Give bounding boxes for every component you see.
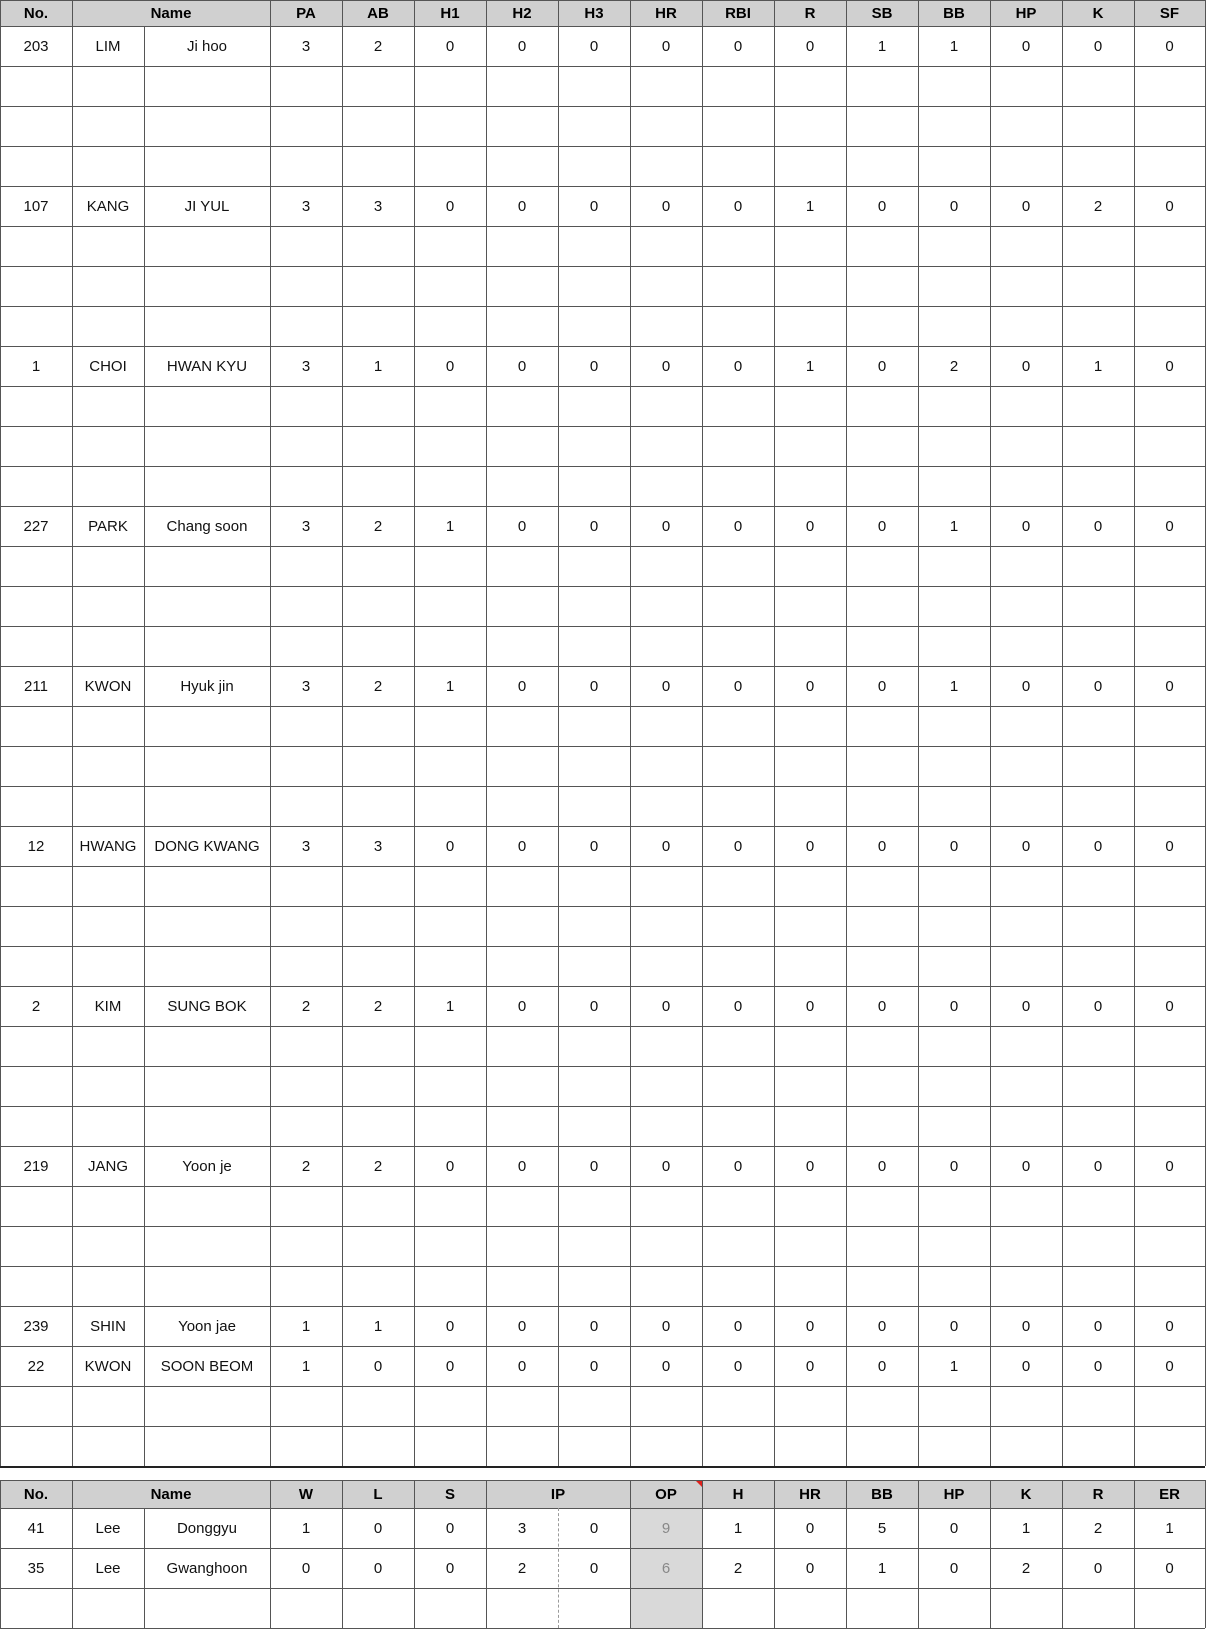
stat-h2[interactable]: 0 xyxy=(517,357,527,375)
grid-line xyxy=(0,0,1,1466)
grid-line xyxy=(0,1026,1205,1027)
grid-line xyxy=(918,0,919,1466)
stat-h2[interactable]: 0 xyxy=(517,1317,527,1335)
stat-s[interactable]: 0 xyxy=(445,1559,455,1577)
player-first-name[interactable]: Hyuk jin xyxy=(180,677,234,695)
player-number[interactable]: 2 xyxy=(31,997,41,1015)
grid-line xyxy=(0,626,1205,627)
stat-hr[interactable]: 0 xyxy=(661,1317,671,1335)
stat-k[interactable]: 0 xyxy=(1093,997,1103,1015)
grid-line xyxy=(0,506,1205,507)
player-number[interactable]: 22 xyxy=(27,1357,45,1375)
stat-pa[interactable]: 3 xyxy=(301,677,311,695)
header-s[interactable]: S xyxy=(414,1480,486,1508)
stat-hr[interactable]: 0 xyxy=(661,1157,671,1175)
grid-line xyxy=(0,266,1205,267)
stat-ip-fraction[interactable]: 0 xyxy=(589,1559,599,1577)
grid-line xyxy=(0,1186,1205,1187)
stat-h1[interactable]: 0 xyxy=(445,357,455,375)
stat-hr[interactable]: 0 xyxy=(661,1357,671,1375)
stat-hr[interactable]: 0 xyxy=(661,997,671,1015)
stat-sf[interactable]: 0 xyxy=(1165,37,1174,55)
stat-sb[interactable]: 0 xyxy=(877,1357,887,1375)
stat-r[interactable]: 0 xyxy=(805,1157,815,1175)
stat-ab[interactable]: 2 xyxy=(373,517,383,535)
stat-sb[interactable]: 0 xyxy=(877,997,887,1015)
grid-line xyxy=(0,1066,1205,1067)
stat-rbi[interactable]: 0 xyxy=(733,677,743,695)
stat-sf[interactable]: 0 xyxy=(1165,1357,1174,1375)
stat-hr[interactable]: 0 xyxy=(661,837,671,855)
stat-rbi[interactable]: 0 xyxy=(733,37,743,55)
stat-rbi[interactable]: 0 xyxy=(733,1357,743,1375)
stat-h1[interactable]: 0 xyxy=(445,1357,455,1375)
stat-hp[interactable]: 0 xyxy=(1021,37,1031,55)
stat-k[interactable]: 2 xyxy=(1093,197,1103,215)
header-h[interactable]: H xyxy=(702,1480,774,1508)
grid-line xyxy=(0,826,1205,827)
pitcher-last-name[interactable]: Lee xyxy=(95,1559,121,1577)
stat-pa[interactable]: 3 xyxy=(301,357,311,375)
grid-line xyxy=(630,1480,631,1628)
player-last-name[interactable]: KWON xyxy=(84,677,132,695)
stat-rbi[interactable]: 0 xyxy=(733,197,743,215)
stat-bb[interactable]: 1 xyxy=(949,677,959,695)
grid-line xyxy=(0,306,1205,307)
header-hp[interactable]: HP xyxy=(918,1480,990,1508)
player-first-name[interactable]: SOON BEOM xyxy=(160,1357,254,1375)
stat-h[interactable]: 2 xyxy=(733,1559,743,1577)
grid-line xyxy=(0,1386,1205,1387)
stat-h1[interactable]: 0 xyxy=(445,1157,455,1175)
stat-ab[interactable]: 2 xyxy=(373,677,383,695)
stat-k[interactable]: 1 xyxy=(1093,357,1103,375)
stat-ab[interactable]: 3 xyxy=(373,837,383,855)
stat-h1[interactable]: 1 xyxy=(445,517,455,535)
grid-line xyxy=(486,0,487,1466)
stat-sb[interactable]: 0 xyxy=(877,517,887,535)
stat-hp[interactable]: 0 xyxy=(1021,837,1031,855)
stat-h2[interactable]: 0 xyxy=(517,837,527,855)
grid-line xyxy=(0,1306,1205,1307)
stat-hp[interactable]: 0 xyxy=(1021,997,1031,1015)
stat-sf[interactable]: 0 xyxy=(1165,357,1174,375)
stat-op[interactable]: 6 xyxy=(661,1559,671,1577)
stat-ab[interactable]: 1 xyxy=(373,357,383,375)
stat-hp[interactable]: 0 xyxy=(1021,1357,1031,1375)
stat-h3[interactable]: 0 xyxy=(589,1357,599,1375)
player-number[interactable]: 203 xyxy=(23,37,49,55)
grid-line xyxy=(0,1146,1205,1147)
grid-line xyxy=(0,546,1205,547)
stat-h3[interactable]: 0 xyxy=(589,677,599,695)
header-hr[interactable]: HR xyxy=(630,0,702,26)
grid-line xyxy=(0,466,1205,467)
stat-pa[interactable]: 3 xyxy=(301,837,311,855)
grid-line xyxy=(1134,1480,1135,1628)
player-last-name[interactable]: LIM xyxy=(95,37,121,55)
grid-line xyxy=(0,26,1205,27)
player-first-name[interactable]: Ji hoo xyxy=(186,37,228,55)
grid-line xyxy=(0,1426,1205,1427)
stat-h3[interactable]: 0 xyxy=(589,997,599,1015)
grid-line xyxy=(1134,0,1135,1466)
grid-line xyxy=(414,1480,415,1628)
stat-h1[interactable]: 1 xyxy=(445,677,455,695)
stat-h1[interactable]: 0 xyxy=(445,1317,455,1335)
stat-sb[interactable]: 0 xyxy=(877,197,887,215)
grid-line xyxy=(0,146,1205,147)
header-ip[interactable]: IP xyxy=(486,1480,630,1508)
grid-line xyxy=(0,746,1205,747)
stat-k[interactable]: 2 xyxy=(1021,1559,1031,1577)
header-k[interactable]: K xyxy=(1062,0,1134,26)
stat-k[interactable]: 0 xyxy=(1093,837,1103,855)
grid-line xyxy=(774,1480,775,1628)
stat-hr[interactable]: 0 xyxy=(661,357,671,375)
grid-line xyxy=(72,0,73,1466)
player-number[interactable]: 239 xyxy=(23,1317,49,1335)
grid-line xyxy=(918,1480,919,1628)
stat-h1[interactable]: 0 xyxy=(445,37,455,55)
header-bb[interactable]: BB xyxy=(846,1480,918,1508)
pitcher-first-name[interactable]: Donggyu xyxy=(176,1519,238,1537)
header-h2[interactable]: H2 xyxy=(486,0,558,26)
stat-w[interactable]: 1 xyxy=(301,1519,311,1537)
stat-k[interactable]: 0 xyxy=(1093,37,1103,55)
header-l[interactable]: L xyxy=(342,1480,414,1508)
stat-r[interactable]: 0 xyxy=(805,1357,815,1375)
header-name[interactable]: Name xyxy=(72,1480,270,1508)
stat-hp[interactable]: 0 xyxy=(1021,677,1031,695)
stat-hp[interactable]: 0 xyxy=(949,1559,959,1577)
stat-h3[interactable]: 0 xyxy=(589,837,599,855)
grid-line xyxy=(0,386,1205,387)
stat-sb[interactable]: 1 xyxy=(877,37,887,55)
grid-line xyxy=(0,66,1205,67)
player-number[interactable]: 211 xyxy=(24,677,48,695)
header-hr[interactable]: HR xyxy=(774,1480,846,1508)
stat-r[interactable]: 0 xyxy=(1093,1559,1103,1577)
grid-line xyxy=(342,0,343,1466)
grid-line xyxy=(0,1226,1205,1227)
stat-k[interactable]: 0 xyxy=(1093,1157,1103,1175)
stat-sb[interactable]: 0 xyxy=(877,1317,887,1335)
stat-sf[interactable]: 0 xyxy=(1165,997,1174,1015)
stat-ip-fraction[interactable]: 0 xyxy=(589,1519,599,1537)
stat-w[interactable]: 0 xyxy=(301,1559,311,1577)
grid-line xyxy=(0,1588,1205,1589)
grid-line xyxy=(144,1508,145,1628)
stat-rbi[interactable]: 0 xyxy=(733,517,743,535)
grid-line xyxy=(414,0,415,1466)
stat-ab[interactable]: 0 xyxy=(373,1357,383,1375)
player-last-name[interactable]: PARK xyxy=(88,517,128,535)
grid-line xyxy=(0,1508,1205,1509)
grid-line xyxy=(0,426,1205,427)
stat-rbi[interactable]: 0 xyxy=(733,837,743,855)
grid-line xyxy=(0,906,1205,907)
header-rbi[interactable]: RBI xyxy=(702,0,774,26)
grid-line xyxy=(0,1480,1205,1481)
stat-k[interactable]: 0 xyxy=(1093,1317,1103,1335)
stat-hr[interactable]: 0 xyxy=(805,1519,815,1537)
stat-pa[interactable]: 2 xyxy=(301,1157,311,1175)
stat-bb[interactable]: 0 xyxy=(949,197,959,215)
grid-line xyxy=(0,866,1205,867)
header-sb[interactable]: SB xyxy=(846,0,918,26)
stat-pa[interactable]: 3 xyxy=(301,37,311,55)
grid-line xyxy=(0,666,1205,667)
stat-hr[interactable]: 0 xyxy=(661,37,671,55)
stat-pa[interactable]: 3 xyxy=(301,517,311,535)
stat-sb[interactable]: 0 xyxy=(877,837,887,855)
stat-r[interactable]: 0 xyxy=(805,1317,815,1335)
player-number[interactable]: 1 xyxy=(31,357,41,375)
player-last-name[interactable]: KWON xyxy=(84,1357,132,1375)
stat-h3[interactable]: 0 xyxy=(589,1317,599,1335)
stat-r[interactable]: 1 xyxy=(805,357,815,375)
stat-pa[interactable]: 1 xyxy=(301,1317,311,1335)
grid-line xyxy=(0,1106,1205,1107)
stat-ab[interactable]: 2 xyxy=(373,997,383,1015)
player-last-name[interactable]: SHIN xyxy=(90,1317,126,1335)
stat-h2[interactable]: 0 xyxy=(517,997,527,1015)
stat-sf[interactable]: 0 xyxy=(1165,517,1174,535)
comment-indicator-icon[interactable] xyxy=(695,1480,702,1487)
header-er[interactable]: ER xyxy=(1134,1480,1205,1508)
stat-sb[interactable]: 0 xyxy=(877,1157,887,1175)
player-first-name[interactable]: Chang soon xyxy=(166,517,248,535)
stat-bb[interactable]: 5 xyxy=(877,1519,887,1537)
header-w[interactable]: W xyxy=(270,1480,342,1508)
stat-l[interactable]: 0 xyxy=(373,1519,383,1537)
stat-ab[interactable]: 2 xyxy=(373,37,383,55)
player-number[interactable]: 219 xyxy=(23,1157,49,1175)
pitcher-number[interactable]: 41 xyxy=(27,1519,45,1537)
header-pa[interactable]: PA xyxy=(270,0,342,26)
player-first-name[interactable]: Yoon je xyxy=(182,1157,232,1175)
player-number[interactable]: 12 xyxy=(27,837,45,855)
stat-hp[interactable]: 0 xyxy=(1021,1317,1031,1335)
header-h1[interactable]: H1 xyxy=(414,0,486,26)
stat-pa[interactable]: 2 xyxy=(301,997,311,1015)
header-bb[interactable]: BB xyxy=(918,0,990,26)
stat-h3[interactable]: 0 xyxy=(589,1157,599,1175)
stat-h1[interactable]: 0 xyxy=(445,197,455,215)
stat-h2[interactable]: 0 xyxy=(517,677,527,695)
stat-k[interactable]: 0 xyxy=(1093,517,1103,535)
stat-sf[interactable]: 0 xyxy=(1165,197,1174,215)
grid-line xyxy=(1062,0,1063,1466)
stat-ab[interactable]: 1 xyxy=(373,1317,383,1335)
grid-line xyxy=(1062,1480,1063,1628)
stat-sf[interactable]: 0 xyxy=(1165,1317,1174,1335)
header-no[interactable]: No. xyxy=(0,1480,72,1508)
pitcher-last-name[interactable]: Lee xyxy=(95,1519,121,1537)
header-r[interactable]: R xyxy=(1062,1480,1134,1508)
grid-line xyxy=(558,0,559,1466)
stat-hr[interactable]: 0 xyxy=(661,197,671,215)
stat-bb[interactable]: 1 xyxy=(877,1559,887,1577)
stat-hr[interactable]: 0 xyxy=(661,517,671,535)
grid-line xyxy=(0,706,1205,707)
grid-line xyxy=(0,226,1205,227)
stat-rbi[interactable]: 0 xyxy=(733,997,743,1015)
grid-line xyxy=(0,0,1205,1)
stat-er[interactable]: 0 xyxy=(1165,1559,1174,1577)
grid-line xyxy=(846,0,847,1466)
header-no[interactable]: No. xyxy=(0,0,72,26)
grid-line xyxy=(0,946,1205,947)
grid-line xyxy=(774,0,775,1466)
player-last-name[interactable]: JANG xyxy=(87,1157,128,1175)
stat-ip-whole[interactable]: 3 xyxy=(517,1519,527,1537)
grid-line xyxy=(0,1628,1205,1629)
stat-r[interactable]: 1 xyxy=(805,197,815,215)
stat-sb[interactable]: 0 xyxy=(877,357,887,375)
stat-hp[interactable]: 0 xyxy=(1021,517,1031,535)
stat-ab[interactable]: 3 xyxy=(373,197,383,215)
stat-r[interactable]: 0 xyxy=(805,997,815,1015)
stat-r[interactable]: 0 xyxy=(805,677,815,695)
stat-hr[interactable]: 0 xyxy=(805,1559,815,1577)
pitcher-first-name[interactable]: Gwanghoon xyxy=(166,1559,248,1577)
stat-hr[interactable]: 0 xyxy=(661,677,671,695)
pitcher-number[interactable]: 35 xyxy=(27,1559,45,1577)
grid-line xyxy=(270,1480,271,1628)
grid-line xyxy=(342,1480,343,1628)
grid-line xyxy=(0,1480,1,1628)
player-first-name[interactable]: Yoon jae xyxy=(178,1317,236,1335)
grid-line xyxy=(990,1480,991,1628)
player-first-name[interactable]: DONG KWANG xyxy=(154,837,260,855)
stat-pa[interactable]: 1 xyxy=(301,1357,311,1375)
grid-line xyxy=(558,1508,559,1628)
grid-line xyxy=(144,26,145,1466)
stat-bb[interactable]: 0 xyxy=(949,1157,959,1175)
grid-line xyxy=(0,1266,1205,1267)
stat-h2[interactable]: 0 xyxy=(517,37,527,55)
player-last-name[interactable]: HWANG xyxy=(79,837,137,855)
grid-line xyxy=(0,186,1205,187)
stat-op[interactable]: 9 xyxy=(661,1519,671,1537)
player-first-name[interactable]: JI YUL xyxy=(184,197,230,215)
stat-h3[interactable]: 0 xyxy=(589,517,599,535)
stat-bb[interactable]: 1 xyxy=(949,37,959,55)
header-h3[interactable]: H3 xyxy=(558,0,630,26)
stat-h2[interactable]: 0 xyxy=(517,1357,527,1375)
grid-line xyxy=(702,0,703,1466)
stat-l[interactable]: 0 xyxy=(373,1559,383,1577)
player-last-name[interactable]: KIM xyxy=(94,997,122,1015)
stat-r[interactable]: 0 xyxy=(805,517,815,535)
player-number[interactable]: 107 xyxy=(23,197,49,215)
grid-line xyxy=(0,786,1205,787)
stat-h3[interactable]: 0 xyxy=(589,357,599,375)
stat-bb[interactable]: 0 xyxy=(949,1317,959,1335)
grid-line xyxy=(0,106,1205,107)
stat-rbi[interactable]: 0 xyxy=(733,1317,743,1335)
header-ab[interactable]: AB xyxy=(342,0,414,26)
stat-bb[interactable]: 1 xyxy=(949,1357,959,1375)
player-last-name[interactable]: KANG xyxy=(86,197,130,215)
stat-ab[interactable]: 2 xyxy=(373,1157,383,1175)
grid-line xyxy=(486,1480,487,1628)
stat-h2[interactable]: 0 xyxy=(517,197,527,215)
grid-line xyxy=(846,1480,847,1628)
grid-line xyxy=(630,0,631,1466)
header-name[interactable]: Name xyxy=(72,0,270,26)
stat-r[interactable]: 0 xyxy=(805,37,815,55)
grid-line xyxy=(270,0,271,1466)
grid-line xyxy=(0,986,1205,987)
stat-hp[interactable]: 0 xyxy=(1021,1157,1031,1175)
player-last-name[interactable]: CHOI xyxy=(89,357,127,375)
stat-h1[interactable]: 1 xyxy=(445,997,455,1015)
stat-bb[interactable]: 1 xyxy=(949,517,959,535)
stat-h2[interactable]: 0 xyxy=(517,1157,527,1175)
stat-bb[interactable]: 0 xyxy=(949,997,959,1015)
stat-k[interactable]: 0 xyxy=(1093,677,1103,695)
stat-r[interactable]: 2 xyxy=(1093,1519,1103,1537)
grid-line xyxy=(702,1480,703,1628)
stat-pa[interactable]: 3 xyxy=(301,197,311,215)
player-first-name[interactable]: HWAN KYU xyxy=(166,357,248,375)
stat-s[interactable]: 0 xyxy=(445,1519,455,1537)
stat-sf[interactable]: 0 xyxy=(1165,677,1174,695)
header-hp[interactable]: HP xyxy=(990,0,1062,26)
stat-ip-whole[interactable]: 2 xyxy=(517,1559,527,1577)
stat-er[interactable]: 1 xyxy=(1165,1519,1174,1537)
stat-bb[interactable]: 0 xyxy=(949,837,959,855)
stat-sf[interactable]: 0 xyxy=(1165,1157,1174,1175)
header-k[interactable]: K xyxy=(990,1480,1062,1508)
stat-sf[interactable]: 0 xyxy=(1165,837,1174,855)
stat-k[interactable]: 0 xyxy=(1093,1357,1103,1375)
grid-line xyxy=(0,586,1205,587)
stat-rbi[interactable]: 0 xyxy=(733,1157,743,1175)
stat-k[interactable]: 1 xyxy=(1021,1519,1031,1537)
stat-bb[interactable]: 2 xyxy=(949,357,959,375)
stat-hp[interactable]: 0 xyxy=(1021,197,1031,215)
stat-r[interactable]: 0 xyxy=(805,837,815,855)
grid-line xyxy=(0,1346,1205,1347)
stat-rbi[interactable]: 0 xyxy=(733,357,743,375)
header-op[interactable]: OP xyxy=(630,1480,702,1508)
grid-line xyxy=(0,1548,1205,1549)
grid-line xyxy=(990,0,991,1466)
stat-h3[interactable]: 0 xyxy=(589,197,599,215)
stat-h[interactable]: 1 xyxy=(733,1519,743,1537)
stat-sb[interactable]: 0 xyxy=(877,677,887,695)
grid-line xyxy=(0,1466,1205,1468)
grid-line xyxy=(0,346,1205,347)
stat-h3[interactable]: 0 xyxy=(589,37,599,55)
header-r[interactable]: R xyxy=(774,0,846,26)
grid-line xyxy=(72,1480,73,1628)
stat-h2[interactable]: 0 xyxy=(517,517,527,535)
stat-hp[interactable]: 0 xyxy=(949,1519,959,1537)
stat-h1[interactable]: 0 xyxy=(445,837,455,855)
header-sf[interactable]: SF xyxy=(1134,0,1205,26)
player-number[interactable]: 227 xyxy=(23,517,49,535)
player-first-name[interactable]: SUNG BOK xyxy=(167,997,247,1015)
stat-hp[interactable]: 0 xyxy=(1021,357,1031,375)
